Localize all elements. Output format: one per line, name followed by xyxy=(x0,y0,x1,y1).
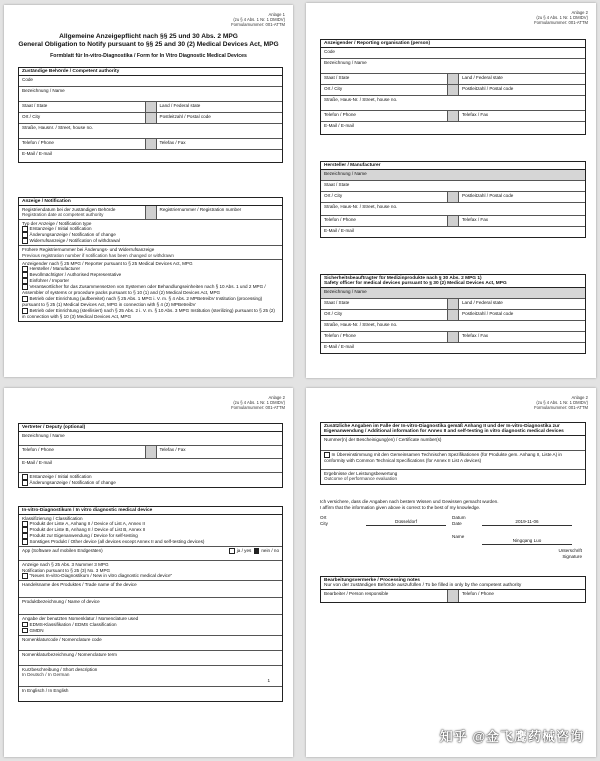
checkbox[interactable] xyxy=(22,232,28,238)
form-page-3 xyxy=(4,388,293,757)
class-option[interactable]: Produkt der Liste B, Anhang II / Device of List B, Annex II xyxy=(22,527,279,533)
email-field[interactable]: E-Mail / E-mail xyxy=(22,151,52,156)
federal-state-field[interactable]: Land / Federal state xyxy=(462,300,503,305)
fax-field[interactable]: Telefax / Fax xyxy=(462,112,489,117)
section-title: Zuständige Behörde / Competent authority xyxy=(19,68,282,76)
phone-field[interactable]: Telefon / Phone xyxy=(22,447,54,452)
checkbox[interactable] xyxy=(22,272,28,278)
phone-field[interactable]: Telefon / Phone xyxy=(324,217,356,222)
declaration-text: Ich versichere, dass die Angaben nach bestem Wissen und Gewissen gemacht wurden. I affirm that the information given above is correct to the best of my knowledge. xyxy=(320,499,499,510)
processing-notes-section xyxy=(320,576,586,603)
phone-field[interactable]: Telefon / Phone xyxy=(324,333,356,338)
street-field[interactable]: Straße, Haus-Nr. / Street, house no. xyxy=(324,322,398,327)
fax-field[interactable]: Telefax / Fax xyxy=(159,140,186,145)
section-title: Zusätzliche Angaben im Falle der In-vitro-Diagnostika gemäß Anhang II und der In-vitro-Diagnostika zur Eigenanwendung / Additional information for Annex II and self-testing in vitro diagnostic medical devices xyxy=(321,423,585,436)
form-page-1 xyxy=(4,5,293,377)
checkbox[interactable] xyxy=(22,238,28,244)
state-field[interactable]: Staat / State xyxy=(22,103,48,108)
section-title: Anzeige / Notification xyxy=(19,198,282,206)
short-description-field[interactable]: Kurzbeschreibung / Short description In Deutsch / In German 1 xyxy=(22,666,270,684)
place-value[interactable]: Düsseldorf xyxy=(366,519,446,526)
annex-header: Anlage 1 (zu § 4 Abs. 1 Nr. 1 DMIDV) Formularnummer: 001-ATTM xyxy=(231,12,285,28)
checkbox[interactable] xyxy=(22,266,28,272)
type-option[interactable]: Widerrufsanzeige / Notification of withdrawal xyxy=(22,238,279,244)
checkbox[interactable] xyxy=(22,622,28,628)
previous-registration-field[interactable]: Frühere Registriernummer bei Änderungs- und Widerrufsanzeige Previous registration number if notification has been changed or withdrawn xyxy=(22,247,174,258)
processor-phone-field[interactable]: Telefon / Phone xyxy=(462,591,494,596)
app-no-checkbox[interactable] xyxy=(254,548,260,554)
city-field[interactable]: Ort / City xyxy=(324,86,343,91)
nomenclature-code-field[interactable]: Nomenklaturcode / Nomenclature code xyxy=(22,636,102,642)
nomenclature-option[interactable]: EDMS-Klassifikation / EDMS Classification xyxy=(22,622,279,628)
checkbox[interactable] xyxy=(22,226,28,232)
nomenclature-group: Angabe der benutzten Nomenklatur / Nomenclature used EDMS-Klassifikation / EDMS Classification GMDN xyxy=(19,615,282,634)
postal-code-field[interactable]: Postleitzahl / Postal code xyxy=(159,114,211,119)
annex-header: Anlage 2 (zu § 4 Abs. 1 Nr. 1 DMIDV) Formularnummer: 001-ATTM xyxy=(534,10,588,26)
email-field[interactable]: E-Mail / E-mail xyxy=(22,460,52,465)
registration-number-field[interactable]: Registriernummer / Registration number xyxy=(159,207,242,212)
product-name-field[interactable]: Produktbezeichnung / Name of device xyxy=(22,599,100,605)
section-title: Sicherheitsbeauftragter für Medizinprodukte nach § 30 Abs. 2 MPG 1) Safety officer for medical devices pursuant to § 30 (2) Medical Devices Act, MPG xyxy=(321,275,585,288)
email-field[interactable]: E-Mail / E-mail xyxy=(324,228,354,233)
type-option[interactable]: Erstanzeige / Initial notification xyxy=(22,226,279,232)
role-option[interactable]: Betrieb oder Einrichtung (sterilisiert) nach § 25 Abs. 2 i. V. m. § 10 Abs. 3 MPG Institution (sterilizing) pursuant to § 25 (2) in connection with § 10 (3) Medical Devices Act, MPG xyxy=(22,308,275,320)
email-field[interactable]: E-Mail / E-mail xyxy=(324,344,354,349)
nomenclature-option[interactable]: GMDN xyxy=(22,628,279,634)
competent-authority-section xyxy=(18,67,283,163)
reporter-role-group: Anzeigender nach § 25 MPG / Reporter pursuant to § 25 Medical Devices Act, MPG Hersteller / Manufacturer Bevollmächtigter / Authorised Representative Einführer / Importer Verantwortlicher für das Zusammensetzen von Systemen oder Behandlungseinheiten nach § 10 Abs. 1 und 2 MPG / Assembler of systems or procedure packs pursuant to § 10 (1) and (2) Medical Devices Act, MPG Betrieb oder Einrichtung (aufbereitet) nach § 25 Abs. 1 MPG i. V. m. § 4 Abs. 2 MPBetreibV Institution (processing) pursuant to § 25 (1) Medical Devices Act, MPG in connection with § 4 (2) MPBetreibV Betrieb oder Einrichtung (sterilisiert) nach § 25 Abs. 2 i. V. m. § 10 Abs. 3 MPG Institution (sterilizing) pursuant to § 25 (2) in connection with § 10 (3) Medical Devices Act, MPG xyxy=(19,260,282,321)
form-subtitle: Formblatt für In-vitro-Diagnostika / Form for In Vitro Diagnostic Medical Devices xyxy=(50,53,247,59)
checkbox[interactable] xyxy=(22,474,28,480)
notification-section xyxy=(18,197,283,322)
section-title: Bearbeitungsvermerke / Processing notes Nur von der zuständigen Behörde auszufüllen / To be filled in only by the competent authority xyxy=(321,577,585,590)
name-value[interactable]: Ningqang Luo xyxy=(482,538,572,545)
section-title: In-vitro-Diagnostikum / In vitro diagnostic medical device xyxy=(19,507,282,515)
type-option[interactable]: Änderungsanzeige / Notification of change xyxy=(22,232,279,238)
fax-field[interactable]: Telefax / Fax xyxy=(159,447,186,452)
federal-state-field[interactable]: Land / Federal state xyxy=(462,75,503,80)
fax-field[interactable]: Telefax / Fax xyxy=(462,217,489,222)
section-title: Anzeigender / Reporting organisation (person) xyxy=(321,40,585,48)
city-field[interactable]: Ort / City xyxy=(324,193,343,198)
date-value[interactable]: 2019-11-06 xyxy=(482,519,572,526)
processor-field[interactable]: Bearbeiter / Person responsible xyxy=(324,591,389,596)
new-ivd-option[interactable]: "Neues In-vitro-Diagnostikum / New in vitro diagnostic medical device" xyxy=(22,573,279,579)
phone-field[interactable]: Telefon / Phone xyxy=(22,140,54,145)
classification-group: Klassifizierung / Classification Produkt der Liste A, Anhang II / Device of List A, Annex II Produkt der Liste B, Anhang II / Device of List B, Annex II Produkt zur Eigenanwendung / Device for self-testing Sonstiges Produkt / Other device (all devices except Annex II and self-testing devices) xyxy=(19,515,282,546)
state-field[interactable]: Staat / State xyxy=(324,182,350,187)
email-field[interactable]: E-Mail / E-mail xyxy=(324,123,354,128)
ivd-section xyxy=(18,506,283,702)
checkbox[interactable] xyxy=(22,573,28,579)
app-field: App (Software auf mobilen Endgeräten) ja / yes nein / no xyxy=(22,548,279,554)
manufacturer-section xyxy=(320,161,586,238)
trade-name-field[interactable]: Handelsname des Produktes / Trade name of the device xyxy=(22,582,137,588)
federal-state-field[interactable]: Land / Federal state xyxy=(159,103,201,108)
role-option[interactable]: Betrieb oder Einrichtung (aufbereitet) nach § 25 Abs. 1 MPG i. V. m. § 4 Abs. 2 MPBetreibV Institution (processing) pursuant to § 25 (1) Medical Devices Act, MPG in connection with § 4 (2) MPBetreibV xyxy=(22,296,263,308)
date-label: Datum Date xyxy=(452,515,466,526)
role-option[interactable]: Verantwortlicher für das Zusammensetzen von Systemen oder Behandlungseinheiten nach § 10 Abs. 1 und 2 MPG / Assembler of systems or procedure packs pursuant to § 10 (1) and (2) Medical Devices Act, MPG xyxy=(22,284,266,296)
cts-conformity-option[interactable]: In Übereinstimmung mit den Gemeinsamen Technischen Spezifikationen (für Produkte gem. Anhang II, Liste A) in conformity with Common Technical Specifications (for Annex II List A devices) xyxy=(324,452,562,463)
checkbox[interactable] xyxy=(22,284,28,290)
state-field[interactable]: Staat / State xyxy=(324,300,350,305)
deputy-option[interactable]: Erstanzeige / Initial notification xyxy=(22,474,279,480)
name-field[interactable]: Bezeichnung / Name xyxy=(324,60,367,65)
checkbox[interactable] xyxy=(22,628,28,634)
name-field[interactable]: Bezeichnung / Name xyxy=(22,433,65,438)
notification-type-group: Typ der Anzeige / Notification type Erstanzeige / Initial notification Änderungsanzeige / Notification of change Widerrufsanzeige / Notification of withdrawal xyxy=(19,220,282,245)
english-description-field[interactable]: In Englisch / In English xyxy=(22,687,69,693)
checkbox[interactable] xyxy=(22,527,28,533)
name-field[interactable]: Bezeichnung / Name xyxy=(321,288,585,298)
postal-code-field[interactable]: Postleitzahl / Postal code xyxy=(462,311,514,316)
street-field[interactable]: Straße, Haus-Nr. / Street, house no. xyxy=(324,204,398,209)
checkbox[interactable] xyxy=(22,296,28,302)
safety-officer-section xyxy=(320,274,586,354)
app-yes-checkbox[interactable] xyxy=(229,548,235,554)
checkbox[interactable] xyxy=(22,278,28,284)
signature-label: Unterschrift Signature xyxy=(558,548,582,559)
performance-outcome-field[interactable]: Ergebnisse der Leistungsbewertung Outcome of performance evaluation xyxy=(324,471,398,482)
certificate-number-field[interactable]: Nummer(n) der Bescheinigung(en) / Certificate number(s) xyxy=(324,437,442,442)
nomenclature-term-field[interactable]: Nomenklaturbezeichnung / Nomenclature term xyxy=(22,651,117,657)
watermark: 知乎 @金飞鹰药械咨询 xyxy=(439,729,584,744)
deputy-notification-group xyxy=(19,473,282,487)
checkbox[interactable] xyxy=(22,308,28,314)
street-field[interactable]: Straße, Hausnr. / Street, house no. xyxy=(22,125,93,130)
class-option[interactable]: Sonstiges Produkt / Other device (all devices except Annex II and self-testing devices) xyxy=(22,539,279,545)
postal-code-field[interactable]: Postleitzahl / Postal code xyxy=(462,86,514,91)
additional-info-section xyxy=(320,422,586,485)
fax-field[interactable]: Telefax / Fax xyxy=(462,333,489,338)
role-option[interactable]: Hersteller / Manufacturer xyxy=(22,266,279,272)
form-page-2 xyxy=(306,3,596,378)
deputy-option[interactable]: Änderungsanzeige / Notification of change xyxy=(22,480,279,486)
name-field[interactable]: Bezeichnung / Name xyxy=(321,170,585,180)
city-field[interactable]: Ort / City xyxy=(22,114,41,119)
reporting-organisation-section xyxy=(320,39,586,135)
name-label: Name xyxy=(452,534,465,539)
phone-field[interactable]: Telefon / Phone xyxy=(324,112,356,117)
deputy-section xyxy=(18,423,283,488)
role-option[interactable]: Bevollmächtigter / Authorised Representative xyxy=(22,272,279,278)
short-description-value: 1 xyxy=(267,678,270,684)
form-page-4 xyxy=(306,388,596,757)
checkbox[interactable] xyxy=(22,480,28,486)
class-option[interactable]: Produkt der Liste A, Anhang II / Device of List A, Annex II xyxy=(22,521,279,527)
section-title: Hersteller / Manufacturer xyxy=(321,162,585,170)
code-field[interactable]: Code xyxy=(324,49,335,54)
street-field[interactable]: Straße, Haus-Nr. / Street, house no. xyxy=(324,97,398,102)
form-title: Allgemeine Anzeigepflicht nach §§ 25 und 30 Abs. 2 MPG General Obligation to Notify pursuant to §§ 25 and 30 (2) Medical Devices Act, MPG xyxy=(18,33,279,48)
annex-header: Anlage 2 (zu § 4 Abs. 1 Nr. 1 DMIDV) Formularnummer: 001-ATTM xyxy=(534,395,588,411)
section-title: Vertreter / Deputy (optional) xyxy=(19,424,282,432)
checkbox[interactable] xyxy=(22,533,28,539)
class-option[interactable]: Produkt zur Eigenanwendung / Device for self-testing xyxy=(22,533,279,539)
notice-group: Anzeige nach § 25 Abs. 3 Nummer 3 MPG Notification pursuant to § 25 (3) No. 3 MPG "Neues In-vitro-Diagnostikum / New in vitro diagnostic medical device" xyxy=(19,561,282,580)
code-field[interactable]: Code xyxy=(22,77,33,82)
name-field[interactable]: Bezeichnung / Name xyxy=(22,88,65,93)
role-option[interactable]: Einführer / Importer xyxy=(22,278,279,284)
place-label: Ort City xyxy=(320,515,328,526)
city-field[interactable]: Ort / City xyxy=(324,311,343,316)
checkbox[interactable] xyxy=(22,521,28,527)
registration-date-field[interactable]: Registriendatum bei der zuständigen Behörde Registration date at competent authority xyxy=(22,207,116,218)
annex-header: Anlage 2 (zu § 4 Abs. 1 Nr. 1 DMIDV) Formularnummer: 001-ATTM xyxy=(231,395,285,411)
checkbox[interactable] xyxy=(22,539,28,545)
state-field[interactable]: Staat / State xyxy=(324,75,350,80)
postal-code-field[interactable]: Postleitzahl / Postal code xyxy=(462,193,514,198)
